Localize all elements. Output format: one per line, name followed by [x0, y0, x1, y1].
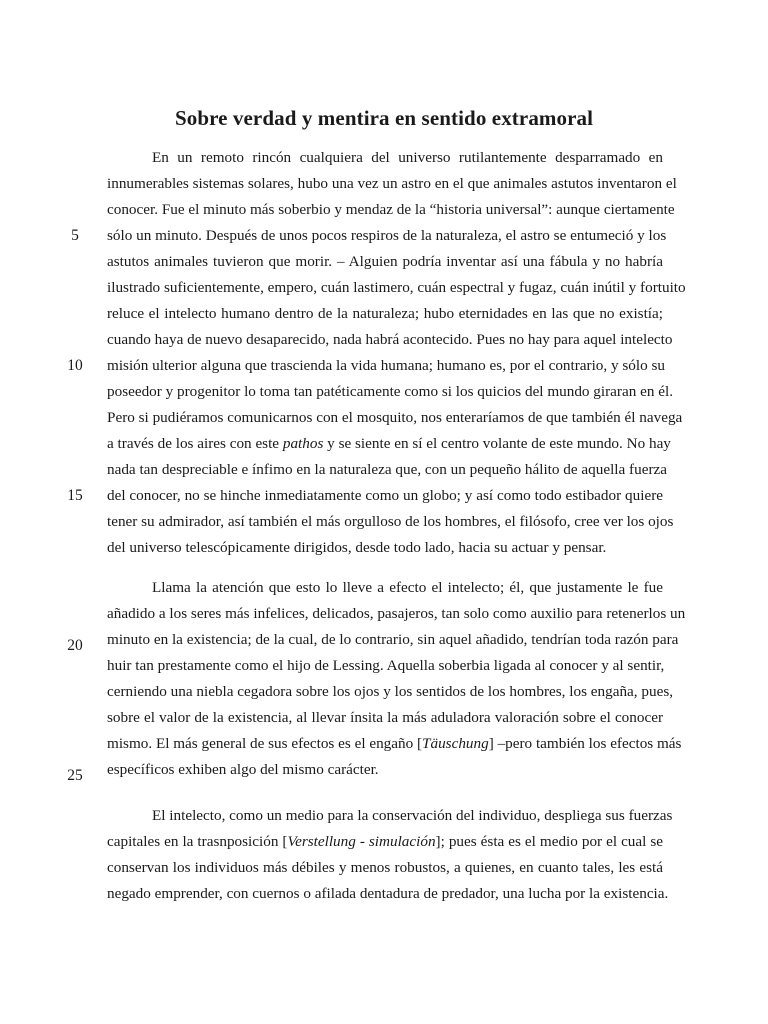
line-number: 5 [71, 227, 79, 244]
text-segment: mismo. El más general de sus efectos es el engaño [ [107, 735, 423, 752]
text-line [107, 486, 663, 506]
text-segment: sólo un minuto. Después de unos pocos respiros de la naturaleza, el astro se entumeció y los [107, 227, 667, 244]
text-line [107, 226, 667, 246]
text-line [107, 330, 673, 350]
text-segment: reluce el intelecto humano dentro de la naturaleza; hubo eternidades en las que no existía; [107, 305, 663, 322]
text-segment: Pero si pudiéramos comunicarnos con el mosquito, nos enteraríamos de que también él navega [107, 409, 683, 426]
text-line [107, 174, 677, 194]
line-number: 10 [67, 357, 83, 374]
text-segment: sobre el valor de la existencia, al llevar ínsita la más aduladora valoración sobre el conocer [107, 709, 663, 726]
text-segment: ]; pues ésta es el medio por el cual se [435, 833, 664, 850]
line-number: 15 [67, 487, 83, 504]
text-segment: conocer. Fue el minuto más soberbio y mendaz de la “historia universal”: aunque ciertamente [107, 201, 675, 218]
text-line [107, 460, 667, 480]
text-segment: negado emprender, con cuernos o afilada dentadura de predador, una lucha por la existencia. [107, 885, 669, 902]
text-line [107, 304, 663, 324]
text-segment: El intelecto, como un medio para la conservación del individuo, despliega sus fuerzas [152, 807, 673, 824]
text-line [107, 760, 663, 780]
text-segment: En un remoto rincón cualquiera del universo rutilantemente desparramado en [152, 149, 663, 166]
text-segment: cuando haya de nuevo desaparecido, nada habrá acontecido. Pues no hay para aquel intelecto [107, 331, 673, 348]
text-line [107, 252, 663, 272]
text-segment: minuto en la existencia; de la cual, de lo contrario, sin aquel añadido, tendrían toda razón para [107, 631, 679, 648]
text-segment: ] –pero también los efectos más [488, 735, 682, 752]
text-line [107, 512, 674, 532]
text-line [107, 858, 663, 878]
text-line [107, 200, 675, 220]
text-line [107, 682, 674, 702]
text-segment: ilustrado suficientemente, empero, cuán lastimero, cuán espectral y fugaz, cuán inútil y fortuito [107, 279, 686, 296]
text-line [152, 578, 663, 598]
text-segment: tener su admirador, así también el más orgulloso de los hombres, el filósofo, cree ver los ojos [107, 513, 674, 530]
text-segment: misión ulterior alguna que trascienda la vida humana; humano es, por el contrario, y sólo su [107, 357, 665, 374]
text-line [107, 832, 663, 852]
text-segment: cerniendo una niebla cegadora sobre los ojos y los sentidos de los hombres, los engaña, pues, [107, 683, 674, 700]
text-segment: astutos animales tuvieron que morir. – Alguien podría inventar así una fábula y no habría [107, 253, 663, 270]
text-segment: específicos exhiben algo del mismo carácter. [107, 761, 379, 778]
line-number: 25 [67, 767, 83, 784]
text-segment: capitales en la trasnposición [ [107, 833, 288, 850]
text-line [107, 538, 663, 558]
text-segment: añadido a los seres más infelices, delicados, pasajeros, tan solo como auxilio para retenerlos un [107, 605, 686, 622]
text-line [107, 278, 686, 298]
italic-term: pathos [282, 435, 324, 452]
text-segment: y se siente en sí el centro volante de este mundo. No hay [323, 435, 671, 452]
text-line [107, 884, 669, 904]
text-line [152, 148, 663, 168]
text-segment: poseedor y progenitor lo toma tan patéticamente como si los quicios del mundo giraran en él. [107, 383, 674, 400]
text-line [152, 806, 673, 826]
text-segment: del universo telescópicamente dirigidos, desde todo lado, hacia su actuar y pensar. [107, 539, 607, 556]
text-segment: conservan los individuos más débiles y menos robustos, a quienes, en cuanto tales, les está [107, 859, 663, 876]
text-line [107, 356, 663, 376]
text-line [107, 408, 683, 428]
text-segment: Llama la atención que esto lo lleve a efecto el intelecto; él, que justamente le fue [152, 579, 663, 596]
page-title: Sobre verdad y mentira en sentido extramoral [174, 106, 594, 131]
text-line [107, 382, 674, 402]
italic-term: Täuschung [422, 735, 489, 752]
text-segment: a través de los aires con este [107, 435, 283, 452]
text-line [107, 630, 679, 650]
text-segment: huir tan prestamente como el hijo de Lessing. Aquella soberbia ligada al conocer y al sentir, [107, 657, 665, 674]
text-line [107, 604, 686, 624]
text-line [107, 708, 663, 728]
text-line [107, 434, 671, 454]
text-segment: nada tan despreciable e ínfimo en la naturaleza que, con un pequeño hálito de aquella fuerza [107, 461, 667, 478]
italic-term: Verstellung - simulación [287, 833, 436, 850]
line-number: 20 [67, 637, 83, 654]
text-segment: innumerables sistemas solares, hubo una vez un astro en el que animales astutos inventaron el [107, 175, 677, 192]
text-line [107, 734, 682, 754]
text-segment: del conocer, no se hinche inmediatamente como un globo; y así como todo estibador quiere [107, 487, 663, 504]
text-line [107, 656, 663, 676]
